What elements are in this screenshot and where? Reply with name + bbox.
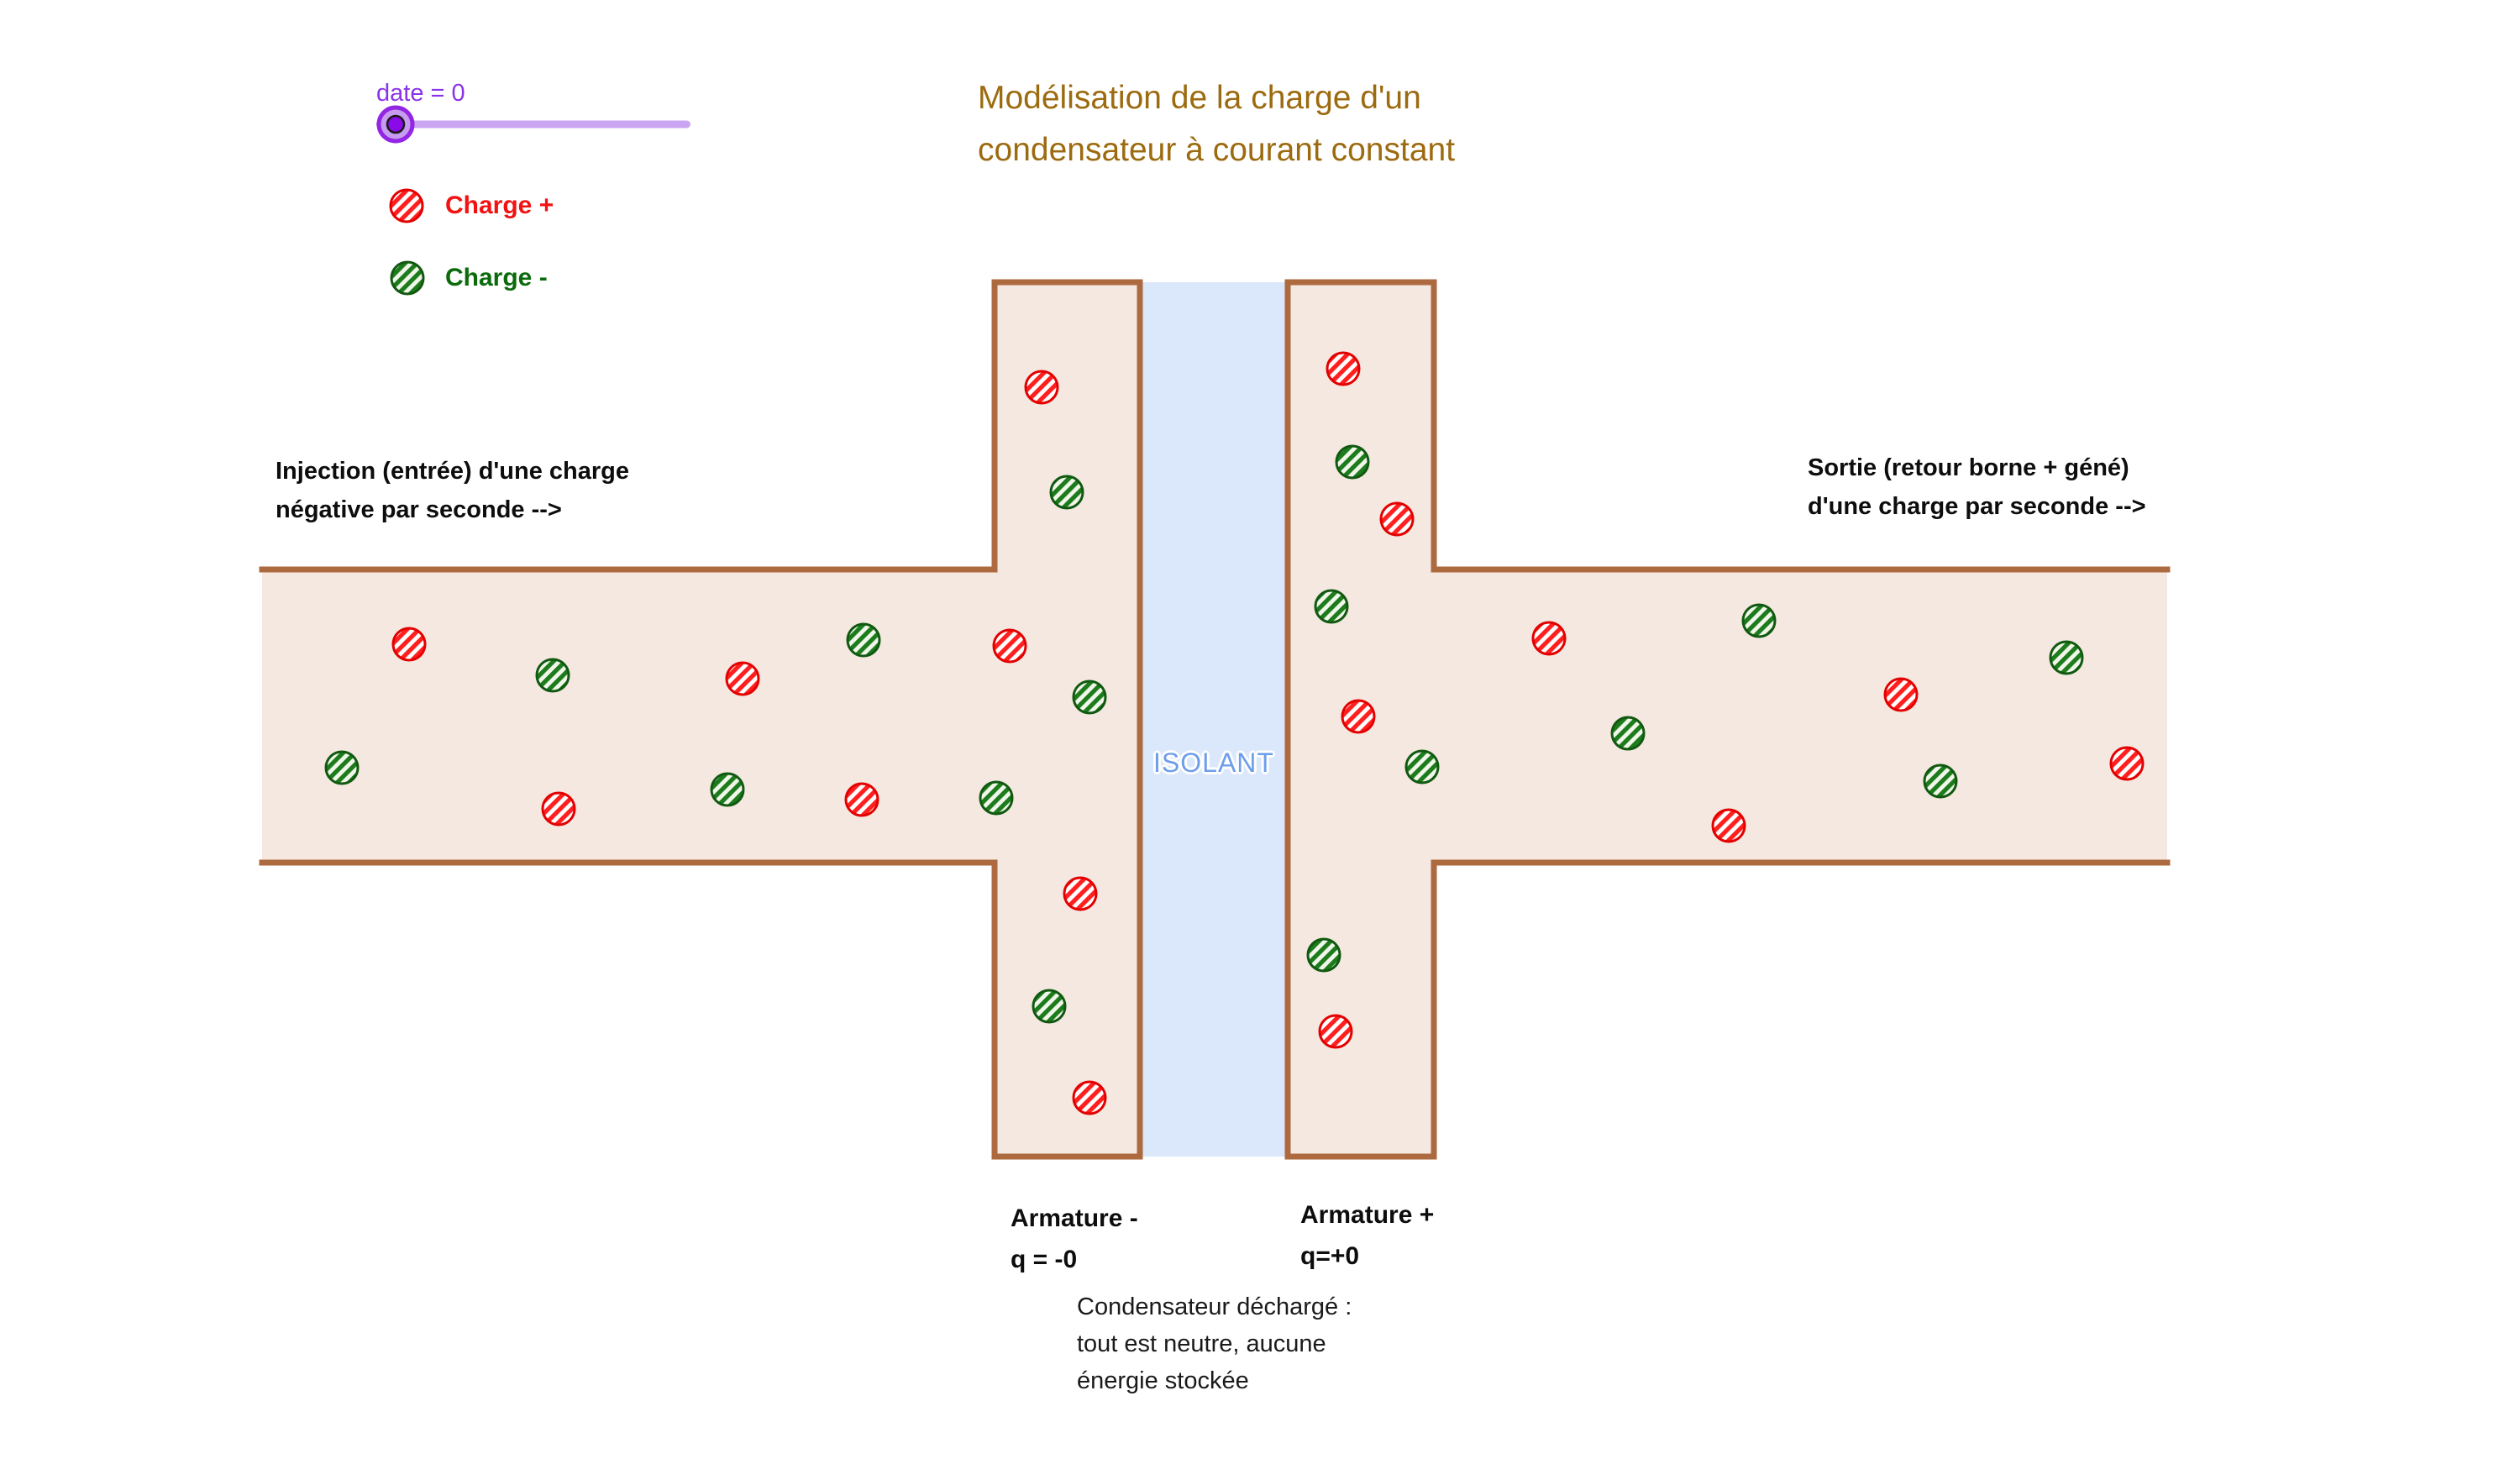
charge-negative-icon (391, 262, 423, 294)
slider-track[interactable] (376, 121, 690, 129)
charge-positive-icon (391, 190, 423, 222)
charge-negative (1074, 681, 1105, 713)
charge-negative (1406, 751, 1438, 783)
legend-negative-label: Charge - (445, 264, 548, 291)
charge-positive (1064, 878, 1096, 910)
charge-positive (1320, 1015, 1352, 1047)
insulator-region (1140, 282, 1288, 1157)
date-slider[interactable] (376, 108, 690, 141)
charge-negative (848, 624, 879, 656)
charge-positive (1885, 679, 1917, 711)
charge-negative (1033, 990, 1065, 1022)
charge-negative (1924, 765, 1956, 797)
charge-positive (1342, 701, 1374, 732)
charge-negative (1315, 590, 1347, 622)
slider-handle-dot[interactable] (387, 116, 404, 133)
armature-neg-charge: q = -0 (1011, 1246, 1078, 1273)
charge-negative (711, 774, 743, 805)
armature-pos-line1: Armature + (1300, 1201, 1435, 1229)
charge-negative (980, 782, 1012, 814)
charge-positive (1713, 810, 1745, 842)
charge-negative (1336, 446, 1368, 478)
charge-negative (1051, 476, 1083, 508)
charge-positive (1074, 1082, 1105, 1114)
caption-line2: tout est neutre, aucune (1077, 1330, 1326, 1357)
caption-line1: Condensateur déchargé : (1077, 1293, 1352, 1320)
injection-note (276, 452, 629, 529)
legend-positive-label: Charge + (445, 192, 554, 219)
sortie-line2: d'une charge par seconde --> (1808, 493, 2146, 520)
charge-positive (727, 663, 759, 695)
left-wire-and-negative-plate (262, 282, 1140, 1157)
legend-swatches (391, 190, 423, 294)
armature-positive-label (1300, 1194, 1434, 1277)
isolant-label: ISOLANT (1153, 748, 1274, 778)
title-line1: Modélisation de la charge d'un (978, 80, 1421, 116)
armature-pos-charge: q=+0 (1300, 1242, 1360, 1270)
slider-value-label: date = 0 (376, 80, 465, 107)
charge-negative (1308, 939, 1340, 971)
charge-negative (1612, 717, 1644, 749)
right-wire-and-positive-plate (1288, 282, 2167, 1157)
injection-line1: Injection (entrée) d'une charge (276, 458, 630, 485)
armature-neg-line1: Armature - (1011, 1204, 1138, 1232)
charge-positive (393, 628, 425, 660)
charge-positive (1381, 503, 1413, 535)
title-line2: condensateur à courant constant (978, 132, 1456, 168)
charge-positive (1533, 622, 1565, 654)
charge-positive (1327, 353, 1359, 385)
page-title (978, 72, 1455, 176)
charge-negative (2050, 642, 2082, 674)
charge-positive (1026, 371, 1058, 403)
state-caption (1077, 1288, 1352, 1399)
injection-line2: négative par seconde --> (276, 496, 562, 523)
charge-positive (543, 793, 575, 825)
charge-positive (994, 630, 1026, 662)
charge-negative (537, 659, 569, 691)
armature-negative-label (1011, 1198, 1138, 1280)
caption-line3: énergie stockée (1077, 1367, 1249, 1394)
sortie-line1: Sortie (retour borne + géné) (1808, 454, 2129, 481)
charge-negative (1743, 605, 1775, 637)
charge-positive (2111, 748, 2143, 779)
charge-positive (846, 784, 878, 816)
charge-negative (326, 752, 358, 784)
sortie-note (1808, 449, 2146, 526)
